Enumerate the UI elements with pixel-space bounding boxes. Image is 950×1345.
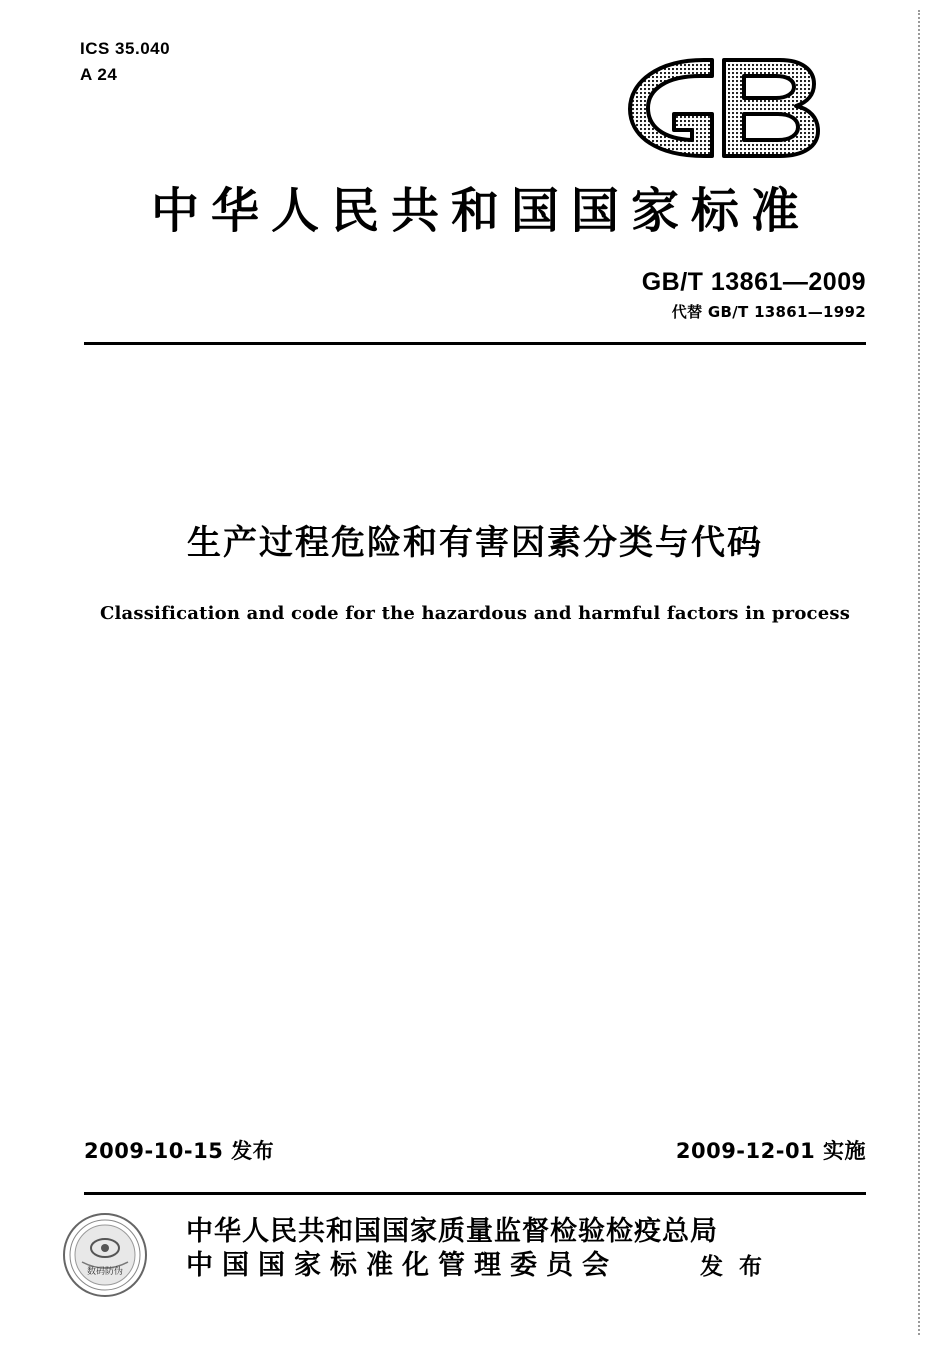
ics-block bbox=[80, 36, 170, 87]
implementation-date: 2009-12-01 实施 bbox=[675, 1139, 866, 1163]
standard-number-block bbox=[642, 268, 866, 322]
classification-code: A 24 bbox=[80, 64, 118, 84]
anti-counterfeit-seal-icon bbox=[62, 1212, 148, 1298]
document-title-en: Classification and code for the hazardous and harmful factors in process bbox=[99, 603, 851, 624]
gb-emblem bbox=[612, 52, 832, 162]
header-divider bbox=[84, 342, 866, 345]
standard-replaces: 代替 GB/T 13861—1992 bbox=[671, 303, 866, 321]
svg-text:数码防伪: 数码防伪 bbox=[86, 1267, 124, 1277]
publish-label: 发 布 bbox=[700, 1254, 767, 1280]
document-title-cn: 生产过程危险和有害因素分类与代码 bbox=[187, 523, 763, 563]
issuer-block bbox=[186, 1215, 718, 1283]
standard-number: GB/T 13861—2009 bbox=[641, 268, 866, 296]
issuer-line-2: 中国国家标准化管理委员会 bbox=[186, 1249, 618, 1281]
issue-date: 2009-10-15 发布 bbox=[84, 1139, 275, 1163]
footer-divider bbox=[84, 1192, 866, 1195]
national-standard-title: 中华人民共和国国家标准 bbox=[150, 183, 811, 239]
right-margin-dotted-rule bbox=[918, 10, 922, 1335]
ics-code: ICS 35.040 bbox=[80, 39, 171, 58]
issuer-line-1: 中华人民共和国国家质量监督检验检疫总局 bbox=[186, 1216, 718, 1247]
